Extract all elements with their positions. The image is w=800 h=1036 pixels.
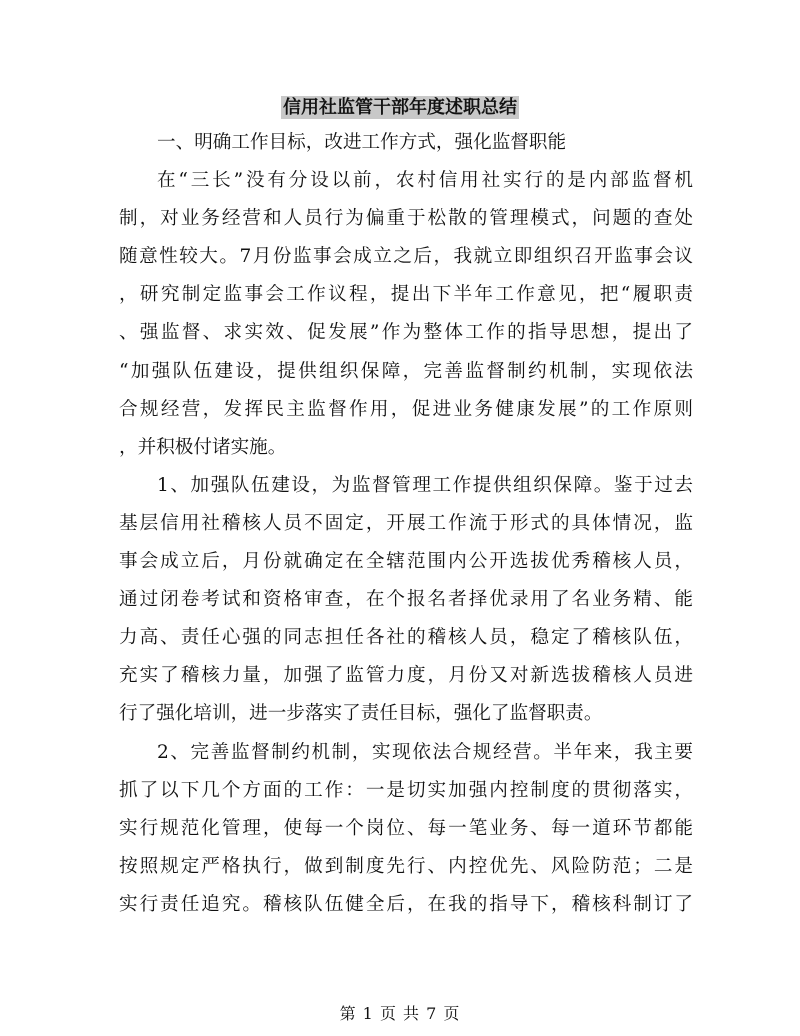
title-text: 信用社监管干部年度述职总结	[283, 97, 517, 118]
text-line: 事会成立后，月份就确定在全辖范围内公开选拔优秀稽核人员，	[119, 551, 693, 573]
text-line: 力高、责任心强的同志担任各社的稽核人员，稳定了稽核队伍，	[119, 627, 693, 649]
text-line: 2、完善监督制约机制，实现依法合规经营。半年来，我主要	[157, 741, 693, 763]
text-line: ，并积极付诸实施。	[119, 436, 287, 458]
text-line: 行了强化培训，进一步落实了责任目标，强化了监督职责。	[119, 703, 603, 725]
text-line: “加强队伍建设，提供组织保障，完善监督制约机制，实现依法	[119, 360, 693, 382]
text-line: 充实了稽核力量，加强了监管力度，月份又对新选拔稽核人员进	[119, 665, 693, 687]
text-line: 合规经营，发挥民主监督作用，促进业务健康发展”的工作原则	[119, 398, 693, 420]
text-line: 、强监督、求实效、促发展”作为整体工作的指导思想，提出了	[119, 322, 693, 344]
text-line: 随意性较大。7月份监事会成立之后，我就立即组织召开监事会议	[119, 246, 693, 268]
text-line: 实行责任追究。稽核队伍健全后，在我的指导下，稽核科制订了	[119, 893, 693, 915]
text-line: 1、加强队伍建设，为监督管理工作提供组织保障。鉴于过去	[157, 474, 693, 496]
text-line: 基层信用社稽核人员不固定，开展工作流于形式的具体情况，监	[119, 512, 693, 534]
document-title	[0, 93, 800, 119]
text-line: 抓了以下几个方面的工作：一是切实加强内控制度的贯彻落实，	[119, 779, 693, 801]
text-line: ，研究制定监事会工作议程，提出下半年工作意见，把“履职责	[119, 284, 693, 306]
text-line: 按照规定严格执行，做到制度先行、内控优先、风险防范；二是	[119, 855, 693, 877]
text-line: 实行规范化管理，使每一个岗位、每一笔业务、每一道环节都能	[119, 817, 693, 839]
text-line: 在“三长”没有分设以前，农村信用社实行的是内部监督机	[157, 170, 693, 192]
text-line: 通过闭卷考试和资格审查，在个报名者择优录用了名业务精、能	[119, 589, 693, 611]
text-line: 制，对业务经营和人员行为偏重于松散的管理模式，问题的查处	[119, 208, 693, 230]
page-footer: 第 1 页 共 7 页	[339, 1004, 461, 1023]
text-line: 一、明确工作目标，改进工作方式，强化监督职能	[157, 132, 567, 153]
document-body	[119, 124, 693, 924]
